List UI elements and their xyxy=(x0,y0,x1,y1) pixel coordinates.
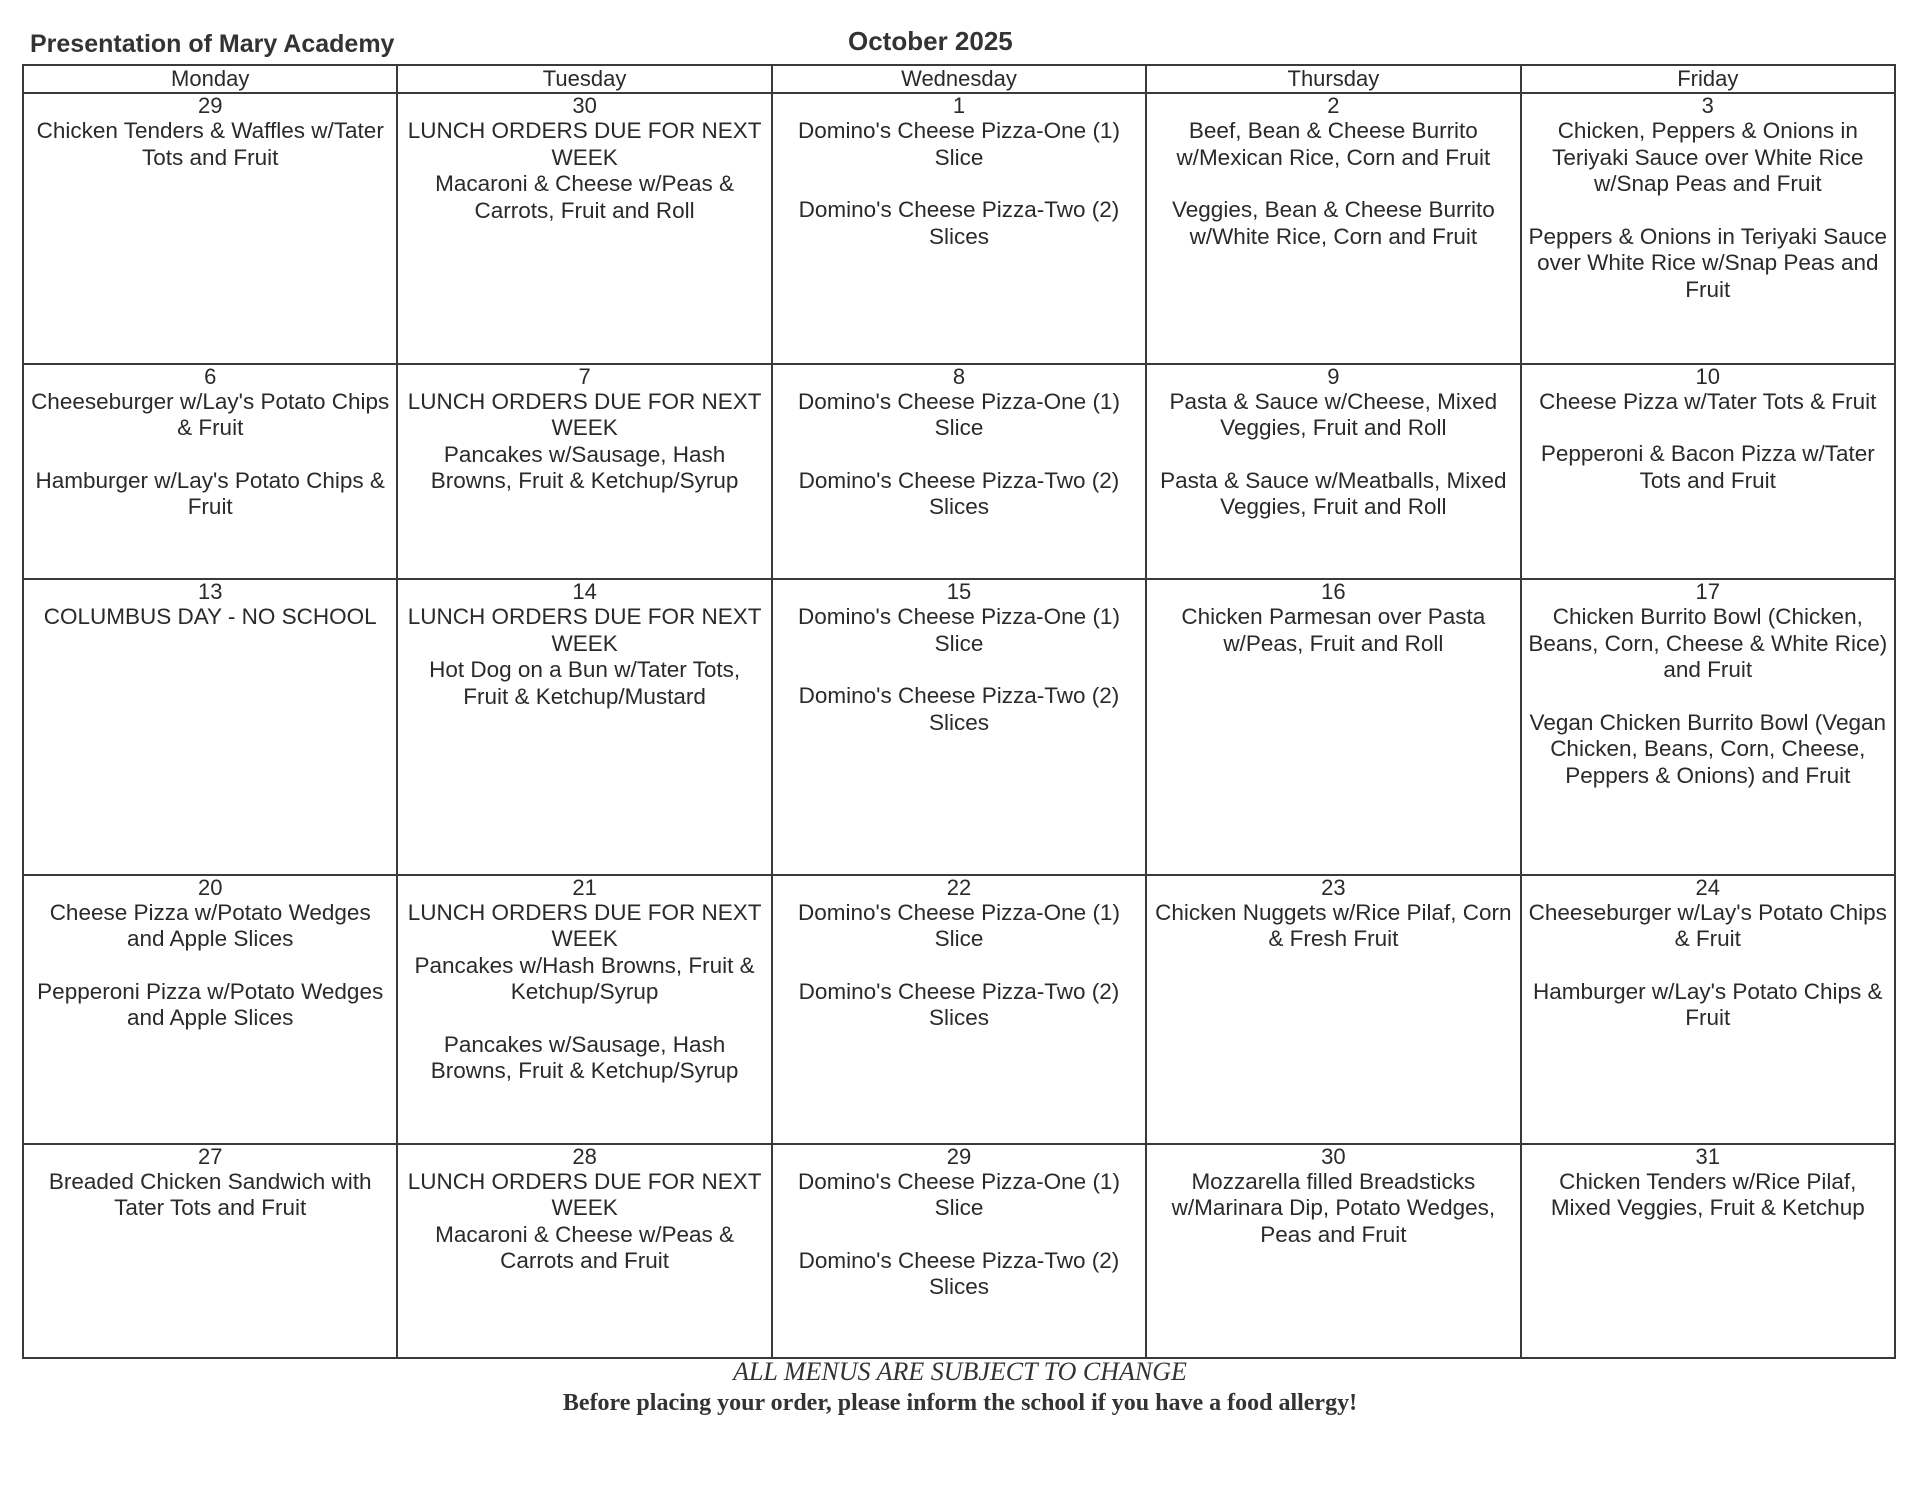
day-cell xyxy=(1521,875,1895,1144)
day-cell xyxy=(772,93,1146,364)
day-number: 8 xyxy=(952,363,966,389)
day-cell xyxy=(1146,875,1520,1144)
day-number: 17 xyxy=(1695,579,1721,605)
day-cell xyxy=(772,579,1146,874)
menu-item: Vegan Chicken Burrito Bowl (Vegan Chicken, Beans, Corn, Cheese, Peppers & Onions) and Fruit xyxy=(1529,709,1887,788)
calendar-week-row xyxy=(23,1144,1895,1358)
day-cell xyxy=(397,93,771,364)
day-cell xyxy=(397,579,771,874)
menu-item: Domino's Cheese Pizza-One (1) Slice xyxy=(798,1168,1120,1221)
menu-item: Cheese Pizza w/Potato Wedges and Apple Slices xyxy=(49,899,371,952)
menu-item: Chicken, Peppers & Onions in Teriyaki Sauce over White Rice w/Snap Peas and Fruit xyxy=(1552,118,1864,196)
menu-item: LUNCH ORDERS DUE FOR NEXT WEEK Macaroni & Cheese w/Peas & Carrots and Fruit xyxy=(407,1168,762,1274)
menu-item: Domino's Cheese Pizza-Two (2) Slices xyxy=(798,1247,1120,1300)
day-number: 9 xyxy=(1327,363,1340,389)
day-number: 3 xyxy=(1701,93,1714,118)
day-cell xyxy=(23,364,397,579)
weekday-header-thursday: Thursday xyxy=(1146,65,1520,93)
menu-item: Hamburger w/Lay's Potato Chips & Fruit xyxy=(1533,978,1883,1031)
lunch-menu-calendar xyxy=(22,64,1896,1359)
day-number: 16 xyxy=(1321,579,1346,605)
menu-item: LUNCH ORDERS DUE FOR NEXT WEEK Hot Dog on a Bun w/Tater Tots, Fruit & Ketchup/Mustard xyxy=(407,604,762,709)
day-cell xyxy=(23,1144,397,1358)
day-cell xyxy=(1146,93,1520,364)
menu-change-notice: ALL MENUS ARE SUBJECT TO CHANGE xyxy=(733,1357,1187,1386)
weekday-header-monday: Monday xyxy=(23,65,397,93)
day-number: 29 xyxy=(946,1143,972,1169)
weekday-header-tuesday: Tuesday xyxy=(397,65,771,93)
menu-item: Domino's Cheese Pizza-One (1) Slice xyxy=(798,604,1120,656)
menu-item: Hamburger w/Lay's Potato Chips & Fruit xyxy=(35,467,385,520)
day-cell xyxy=(1146,1144,1520,1358)
menu-item: Cheeseburger w/Lay's Potato Chips & Fruit xyxy=(31,388,390,441)
day-number: 6 xyxy=(204,363,217,389)
day-cell xyxy=(1521,1144,1895,1358)
day-cell xyxy=(397,1144,771,1358)
day-cell xyxy=(397,364,771,579)
menu-item: Domino's Cheese Pizza-One (1) Slice xyxy=(798,118,1120,170)
day-number: 2 xyxy=(1327,93,1340,118)
month-title: October 2025 xyxy=(848,26,1013,56)
day-number: 30 xyxy=(572,93,597,118)
menu-item: Domino's Cheese Pizza-Two (2) Slices xyxy=(798,197,1120,249)
day-number: 7 xyxy=(578,363,591,389)
day-number: 1 xyxy=(952,93,966,118)
day-number: 27 xyxy=(197,1143,223,1169)
menu-item: Breaded Chicken Sandwich with Tater Tots and Fruit xyxy=(48,1168,372,1221)
menu-item: LUNCH ORDERS DUE FOR NEXT WEEK Pancakes w/Hash Browns, Fruit & Ketchup/Syrup xyxy=(407,899,762,1005)
day-number: 24 xyxy=(1695,874,1721,900)
day-number: 22 xyxy=(946,874,972,900)
menu-item: Domino's Cheese Pizza-Two (2) Slices xyxy=(798,467,1120,520)
day-number: 10 xyxy=(1695,363,1721,389)
day-cell xyxy=(23,875,397,1144)
day-number: 29 xyxy=(197,93,223,118)
menu-item: Chicken Tenders w/Rice Pilaf, Mixed Veggies, Fruit & Ketchup xyxy=(1550,1168,1865,1221)
day-cell xyxy=(1521,93,1895,364)
school-name: Presentation of Mary Academy xyxy=(30,30,395,58)
day-number: 30 xyxy=(1321,1143,1346,1169)
day-number: 15 xyxy=(946,579,972,605)
menu-item: Pepperoni & Bacon Pizza w/Tater Tots and Fruit xyxy=(1540,441,1875,493)
day-number: 23 xyxy=(1321,874,1346,900)
day-cell xyxy=(23,93,397,364)
calendar-week-row xyxy=(23,364,1895,579)
menu-item: Domino's Cheese Pizza-Two (2) Slices xyxy=(798,978,1120,1031)
day-cell xyxy=(772,875,1146,1144)
menu-item: Pepperoni Pizza w/Potato Wedges and Apple Slices xyxy=(37,978,384,1031)
menu-item: Domino's Cheese Pizza-Two (2) Slices xyxy=(798,683,1120,735)
menu-item: LUNCH ORDERS DUE FOR NEXT WEEK Macaroni & Cheese w/Peas & Carrots, Fruit and Roll xyxy=(407,118,762,223)
menu-item: Mozzarella filled Breadsticks w/Marinara Dip, Potato Wedges, Peas and Fruit xyxy=(1171,1168,1496,1247)
menu-item: Peppers & Onions in Teriyaki Sauce over White Rice w/Snap Peas and Fruit xyxy=(1528,223,1888,302)
page-header xyxy=(30,26,1900,62)
day-cell xyxy=(1521,364,1895,579)
weekday-header-friday: Friday xyxy=(1521,65,1895,93)
allergy-notice: Before placing your order, please inform the school if you have a food allergy! xyxy=(562,1390,1358,1416)
day-cell xyxy=(1146,364,1520,579)
day-cell xyxy=(772,364,1146,579)
day-cell xyxy=(397,875,771,1144)
day-cell xyxy=(1521,579,1895,874)
menu-item: Cheese Pizza w/Tater Tots & Fruit xyxy=(1539,388,1877,414)
menu-item: Domino's Cheese Pizza-One (1) Slice xyxy=(798,388,1120,441)
menu-item: Pasta & Sauce w/Cheese, Mixed Veggies, Fruit and Roll xyxy=(1169,388,1498,441)
day-number: 28 xyxy=(572,1143,597,1169)
day-number: 31 xyxy=(1695,1143,1721,1169)
menu-item: Chicken Parmesan over Pasta w/Peas, Fruit and Roll xyxy=(1181,604,1486,656)
calendar-week-row xyxy=(23,579,1895,874)
weekday-header-wednesday: Wednesday xyxy=(772,65,1146,93)
menu-item: Pancakes w/Sausage, Hash Browns, Fruit & Ketchup/Syrup xyxy=(430,1031,739,1084)
day-number: 14 xyxy=(572,579,597,605)
menu-item: LUNCH ORDERS DUE FOR NEXT WEEK Pancakes w/Sausage, Hash Browns, Fruit & Ketchup/Syrup xyxy=(407,388,762,494)
day-cell xyxy=(772,1144,1146,1358)
menu-item: COLUMBUS DAY - NO SCHOOL xyxy=(43,604,377,630)
menu-item: Chicken Nuggets w/Rice Pilaf, Corn & Fresh Fruit xyxy=(1155,899,1512,952)
day-cell xyxy=(23,579,397,874)
footer-notes xyxy=(0,1356,1920,1418)
day-number: 21 xyxy=(572,874,597,900)
day-cell xyxy=(1146,579,1520,874)
calendar-week-row xyxy=(23,875,1895,1144)
menu-item: Chicken Burrito Bowl (Chicken, Beans, Corn, Cheese & White Rice) and Fruit xyxy=(1528,604,1888,683)
weekday-header-row xyxy=(23,65,1895,93)
menu-item: Chicken Tenders & Waffles w/Tater Tots and Fruit xyxy=(36,118,384,170)
day-number: 13 xyxy=(197,579,223,605)
menu-item: Pasta & Sauce w/Meatballs, Mixed Veggies, Fruit and Roll xyxy=(1160,467,1507,520)
calendar-week-row xyxy=(23,93,1895,364)
menu-item: Cheeseburger w/Lay's Potato Chips & Fruit xyxy=(1528,899,1887,952)
day-number: 20 xyxy=(197,874,223,900)
menu-item: Veggies, Bean & Cheese Burrito w/White Rice, Corn and Fruit xyxy=(1172,197,1495,249)
menu-item: Beef, Bean & Cheese Burrito w/Mexican Rice, Corn and Fruit xyxy=(1176,118,1491,170)
menu-item: Domino's Cheese Pizza-One (1) Slice xyxy=(798,899,1120,952)
